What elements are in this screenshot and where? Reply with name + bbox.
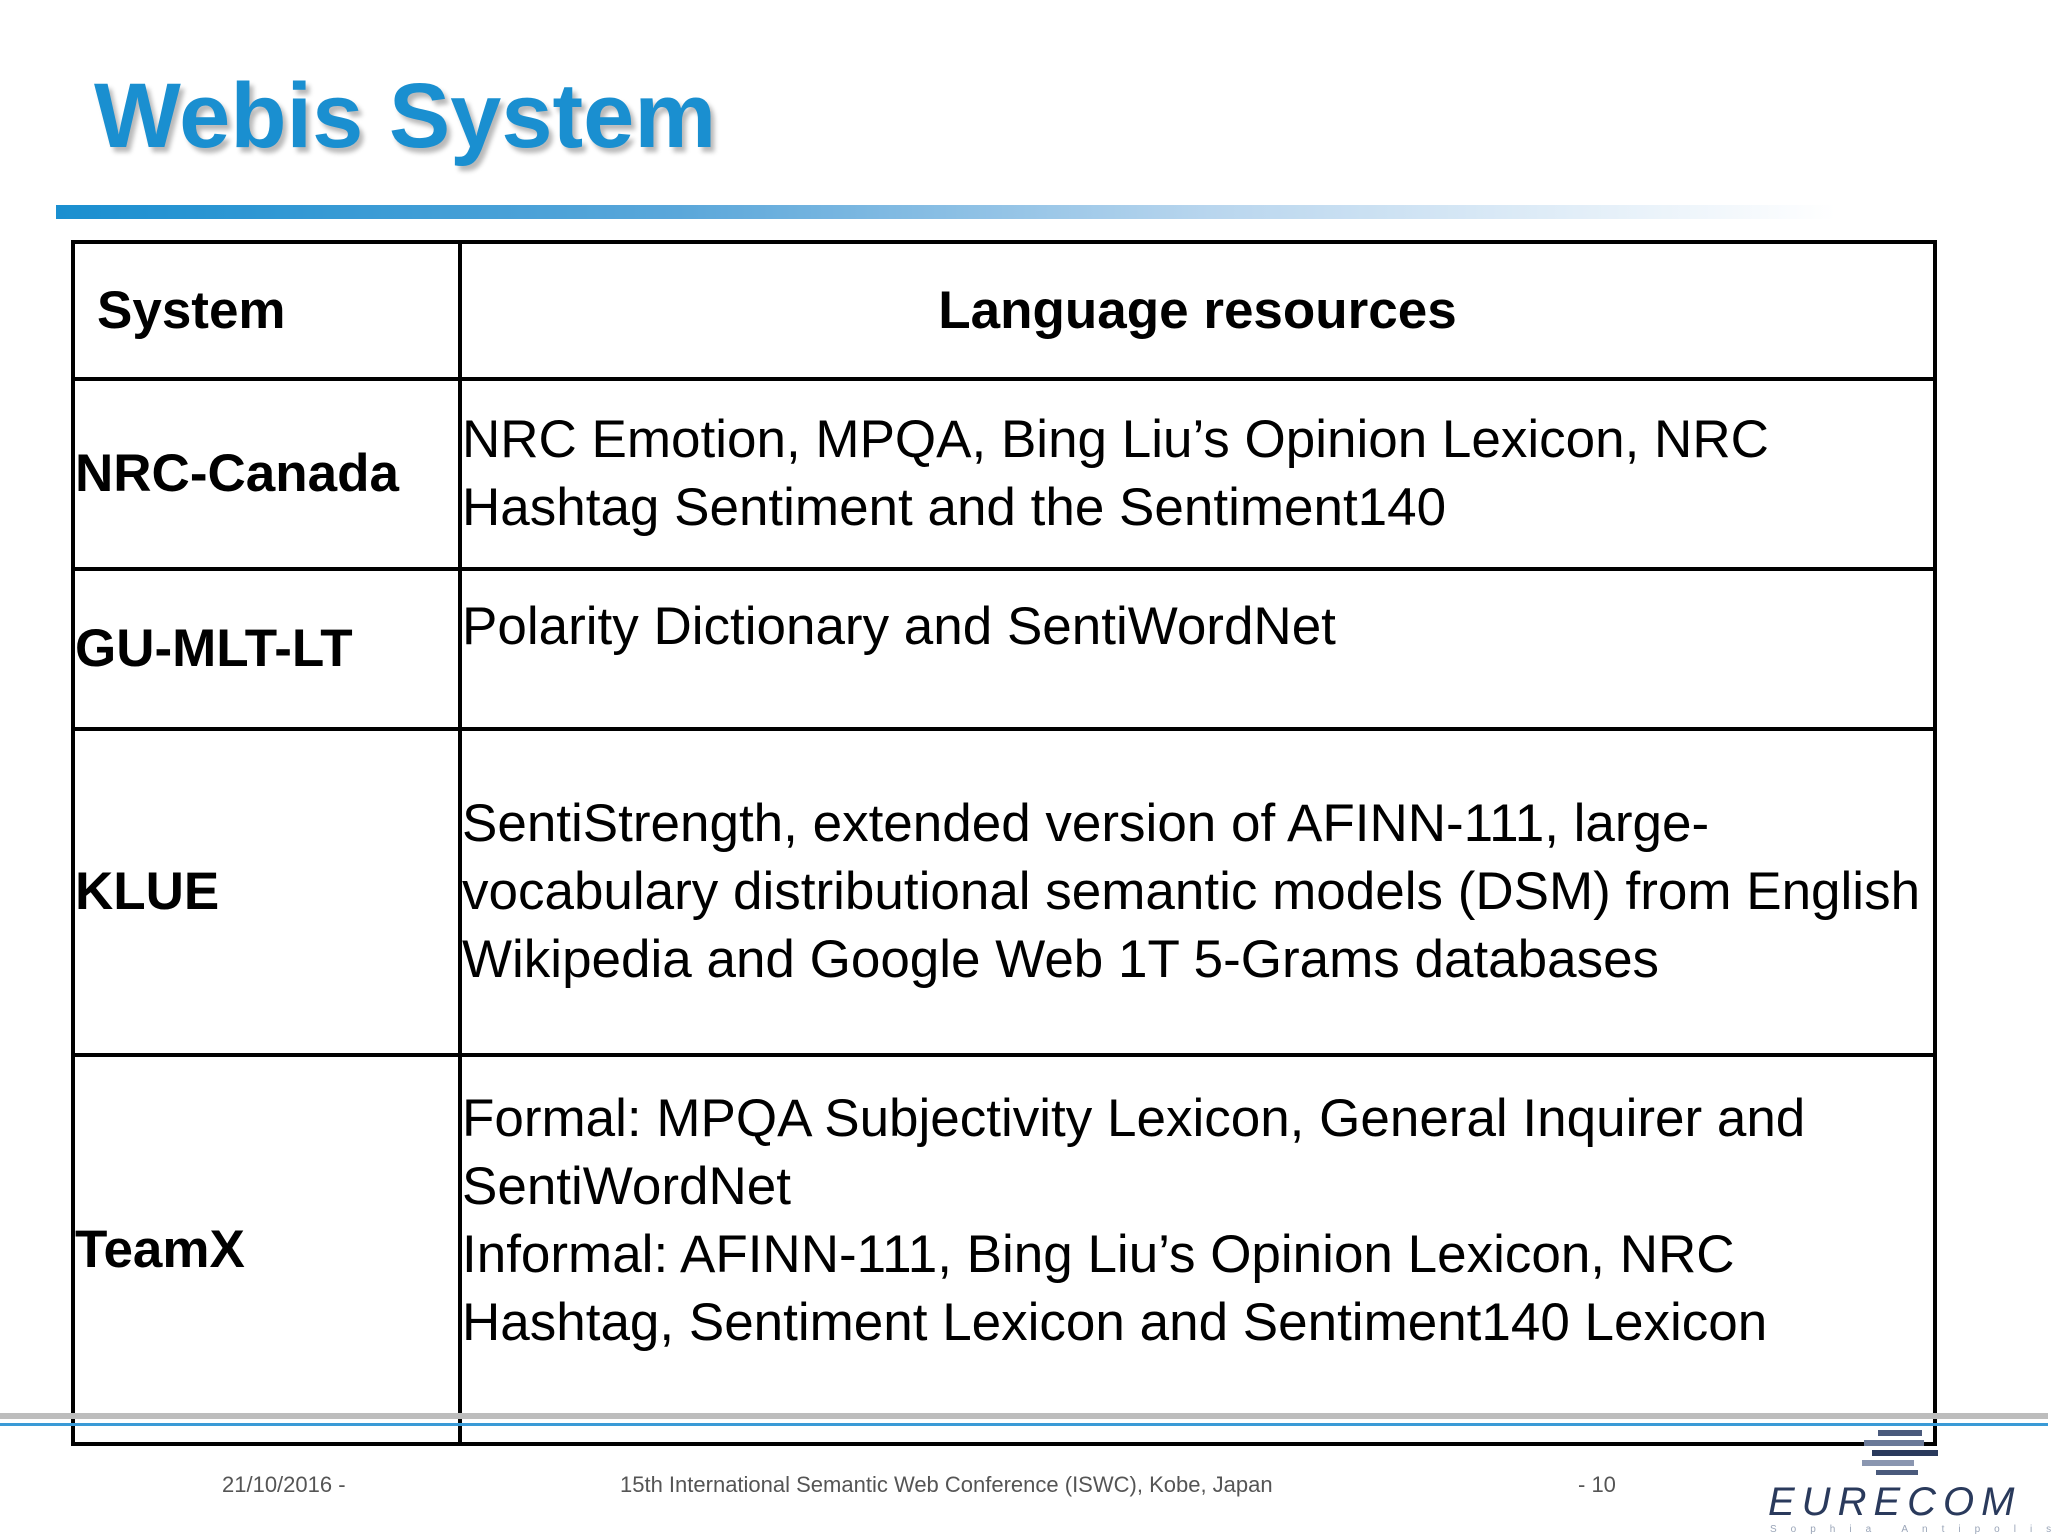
eurecom-stripes-icon [1860,1428,1940,1478]
table-header-row [73,242,1935,379]
system-cell: NRC-Canada [73,379,460,569]
footer-divider-blue [0,1423,2048,1426]
title-underline [56,205,1836,219]
resources-cell: Polarity Dictionary and SentiWordNet [460,569,1935,729]
eurecom-logo [1760,1428,2065,1535]
footer-conference: 15th International Semantic Web Conference (ISWC), Kobe, Japan [620,1472,1273,1497]
table-row [73,729,1935,1055]
table-row [73,1055,1935,1444]
eurecom-wordmark: EURECOM [1768,1480,2022,1524]
resources-informal: Informal: AFINN-111, Bing Liu’s Opinion Lexicon, NRC Hashtag, Sentiment Lexicon and Sentiment140 Lexicon [462,1225,1768,1352]
table-row [73,569,1935,729]
resources-formal: Formal: MPQA Subjectivity Lexicon, General Inquirer and SentiWordNet [462,1089,1806,1216]
resources-cell: NRC Emotion, MPQA, Bing Liu’s Opinion Lexicon, NRC Hashtag Sentiment and the Sentiment140 [460,379,1935,569]
table-row [73,379,1935,569]
resources-cell [460,1055,1935,1444]
slide-title: Webis System [94,65,717,167]
footer-divider-grey [0,1413,2048,1419]
system-cell: TeamX [73,1055,460,1444]
header-language-resources: Language resources [460,242,1935,379]
language-resources-table [71,240,1937,1446]
system-cell: GU-MLT-LT [73,569,460,729]
resources-cell: SentiStrength, extended version of AFINN-111, large-vocabulary distributional semantic models (DSM) from English Wikipedia and Google Web 1T 5-Grams databases [460,729,1935,1055]
header-system: System [73,242,460,379]
eurecom-subtitle: Sophia Antipolis [1770,1524,2065,1535]
footer-page-number: - 10 [1578,1472,1616,1497]
footer-date: 21/10/2016 - [222,1472,346,1497]
system-cell: KLUE [73,729,460,1055]
